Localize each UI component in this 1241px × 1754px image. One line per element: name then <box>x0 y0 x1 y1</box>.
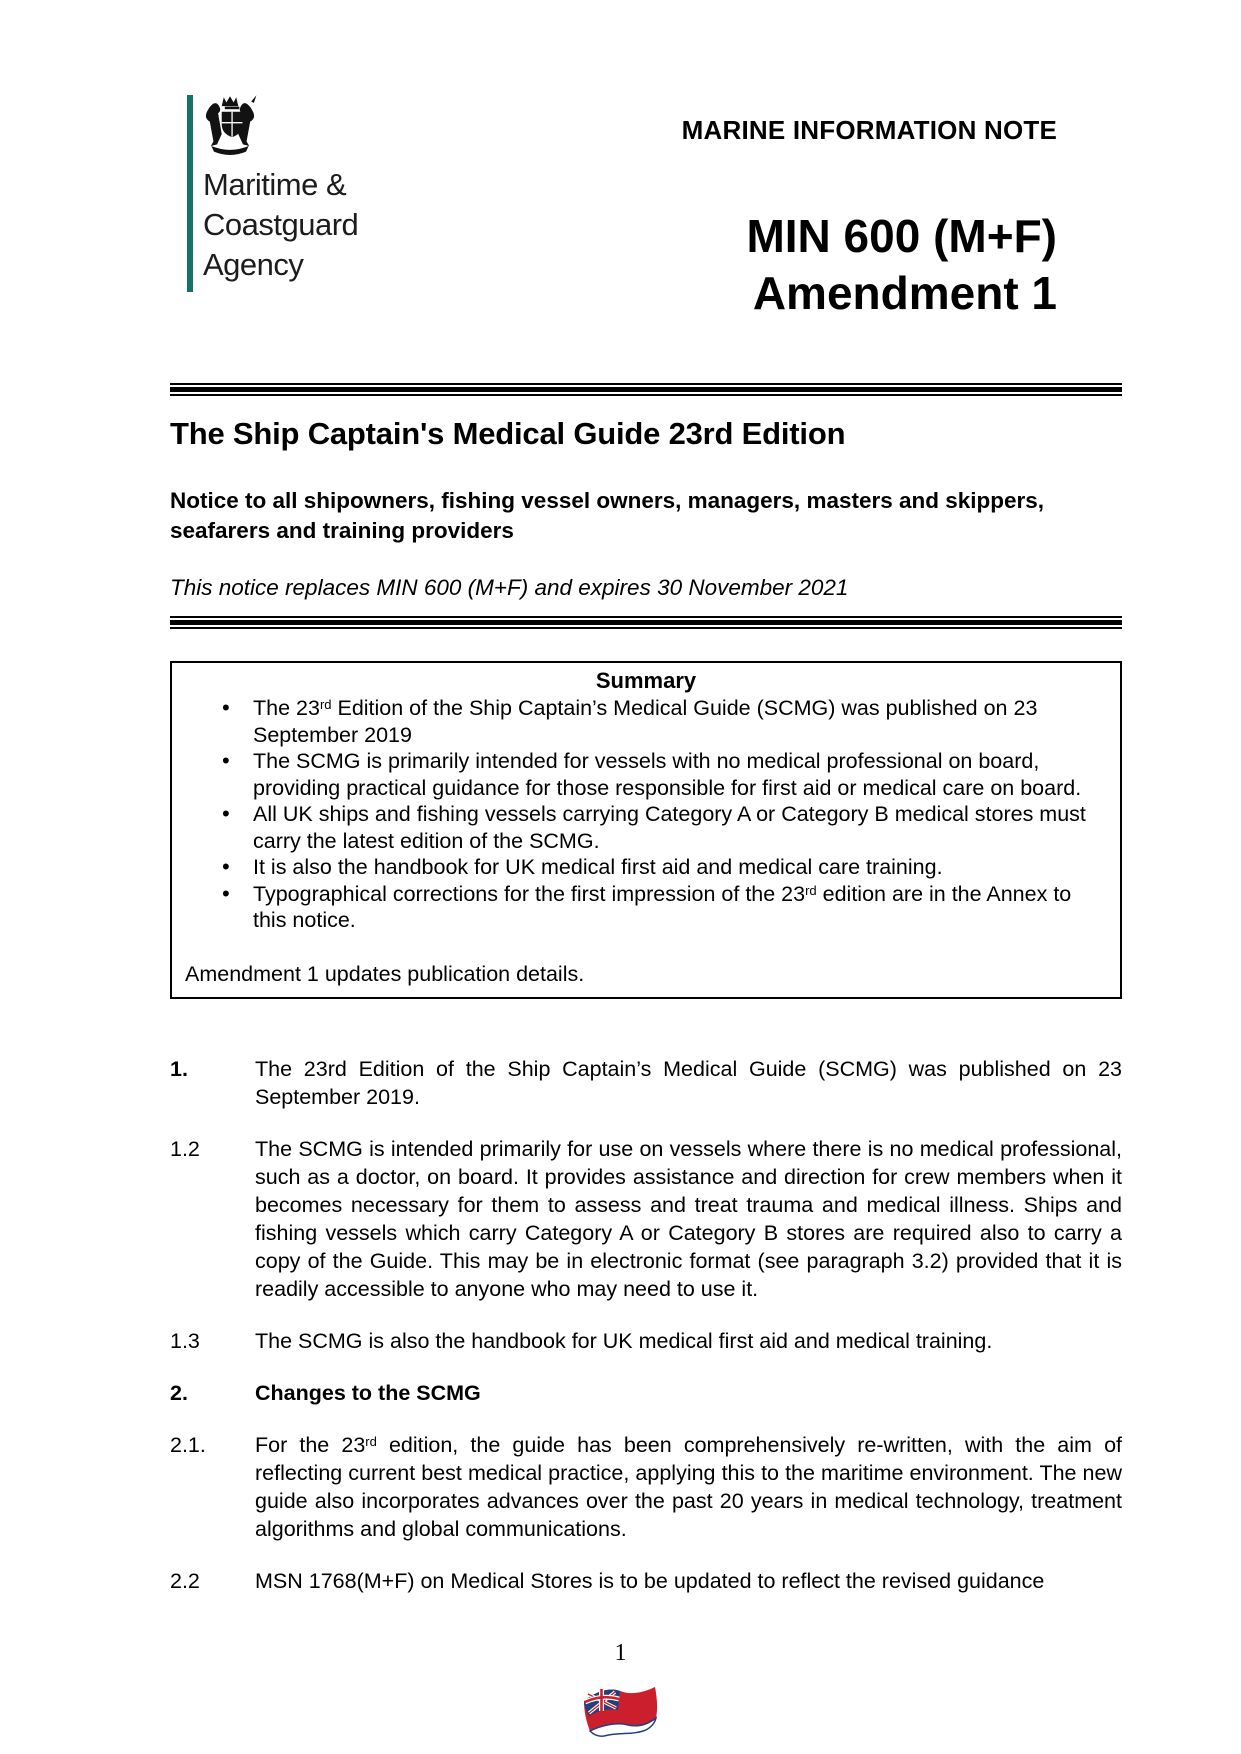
numbered-paragraphs <box>170 1055 1122 1595</box>
document-number: MIN 600 (M+F) <box>746 210 1057 262</box>
divider-rule-top <box>170 383 1122 396</box>
red-ensign-flag-icon <box>580 1684 662 1746</box>
summary-bullet <box>182 801 1110 854</box>
summary-bullet <box>182 695 1110 748</box>
summary-bullet-text: Typographical corrections for the first impression of the 23rd edition are in the Annex to this notice. <box>253 881 1072 932</box>
paragraph-number: 1.3 <box>170 1329 200 1353</box>
document-body <box>170 383 1122 1595</box>
accent-bar <box>187 95 193 292</box>
paragraph-text: For the 23rd edition, the guide has been comprehensively re-written, with the aim of reflecting current best medical practice, applying this to the maritime environment. The new guide also incorporates advances over the past 20 years in medical technology, treatment algorithms and global communications. <box>255 1433 1122 1541</box>
expiry-text: This notice replaces MIN 600 (M+F) and expires 30 November 2021 <box>170 575 849 600</box>
paragraph <box>170 1379 1122 1407</box>
summary-bullet <box>182 881 1110 934</box>
paragraph-number: 2. <box>170 1381 188 1405</box>
paragraph <box>170 1431 1122 1543</box>
document-type: MARINE INFORMATION NOTE <box>681 115 1057 145</box>
page-number: 1 <box>614 1640 627 1666</box>
summary-bullet-text: The 23rd Edition of the Ship Captain’s Medical Guide (SCMG) was published on 23 September 2019 <box>253 696 1038 747</box>
summary-bullet-text: All UK ships and fishing vessels carrying Category A or Category B medical stores must carry the latest edition of the SCMG. <box>253 802 1086 853</box>
paragraph-number: 2.1. <box>170 1433 206 1457</box>
summary-heading: Summary <box>595 668 697 693</box>
paragraph-text: The 23rd Edition of the Ship Captain’s Medical Guide (SCMG) was published on 23 September 2019. <box>255 1057 1122 1109</box>
paragraph-text: MSN 1768(M+F) on Medical Stores is to be updated to reflect the revised guidance <box>255 1569 1045 1593</box>
paragraph-text: The SCMG is intended primarily for use on vessels where there is no medical professional, such as a doctor, on board. It provides assistance and direction for crew members when it becomes necessary for them to assess and treat trauma and medical illness. Ships and fishing vessels which carry Category A or Category B stores are required also to carry a copy of the Guide. This may be in electronic format (see paragraph 3.2) provided that it is readily accessible to anyone who may need to use it. <box>255 1137 1122 1301</box>
notice-text: Notice to all shipowners, fishing vessel owners, managers, masters and skippers, seafarers and training providers <box>170 488 1045 543</box>
summary-note: Amendment 1 updates publication details. <box>185 961 585 986</box>
paragraph-number: 1. <box>170 1057 188 1081</box>
royal-crest-icon <box>201 93 259 171</box>
summary-list <box>182 695 1110 934</box>
paragraph <box>170 1135 1122 1303</box>
summary-bullet <box>182 748 1110 801</box>
summary-bullet <box>182 854 1110 881</box>
paragraph-number: 1.2 <box>170 1137 200 1161</box>
agency-name-line3: Agency <box>203 247 304 282</box>
summary-bullet-text: It is also the handbook for UK medical first aid and medical care training. <box>253 855 943 879</box>
agency-logo-text <box>203 165 358 285</box>
document-amendment: Amendment 1 <box>752 267 1057 319</box>
paragraph <box>170 1327 1122 1355</box>
summary-bullet-text: The SCMG is primarily intended for vessels with no medical professional on board, providing practical guidance for those responsible for first aid or medical care on board. <box>253 749 1082 800</box>
paragraph-number: 2.2 <box>170 1569 200 1593</box>
summary-box <box>170 661 1122 999</box>
agency-name-line2: Coastguard <box>203 207 359 242</box>
paragraph <box>170 1567 1122 1595</box>
paragraph <box>170 1055 1122 1111</box>
divider-rule-bottom <box>170 616 1122 629</box>
paragraph-text: Changes to the SCMG <box>255 1381 481 1405</box>
paragraph-text: The SCMG is also the handbook for UK medical first aid and medical training. <box>255 1329 993 1353</box>
document-header <box>682 115 1057 322</box>
page-title: The Ship Captain's Medical Guide 23rd Edition <box>170 416 846 451</box>
agency-name-line1: Maritime & <box>203 167 347 202</box>
